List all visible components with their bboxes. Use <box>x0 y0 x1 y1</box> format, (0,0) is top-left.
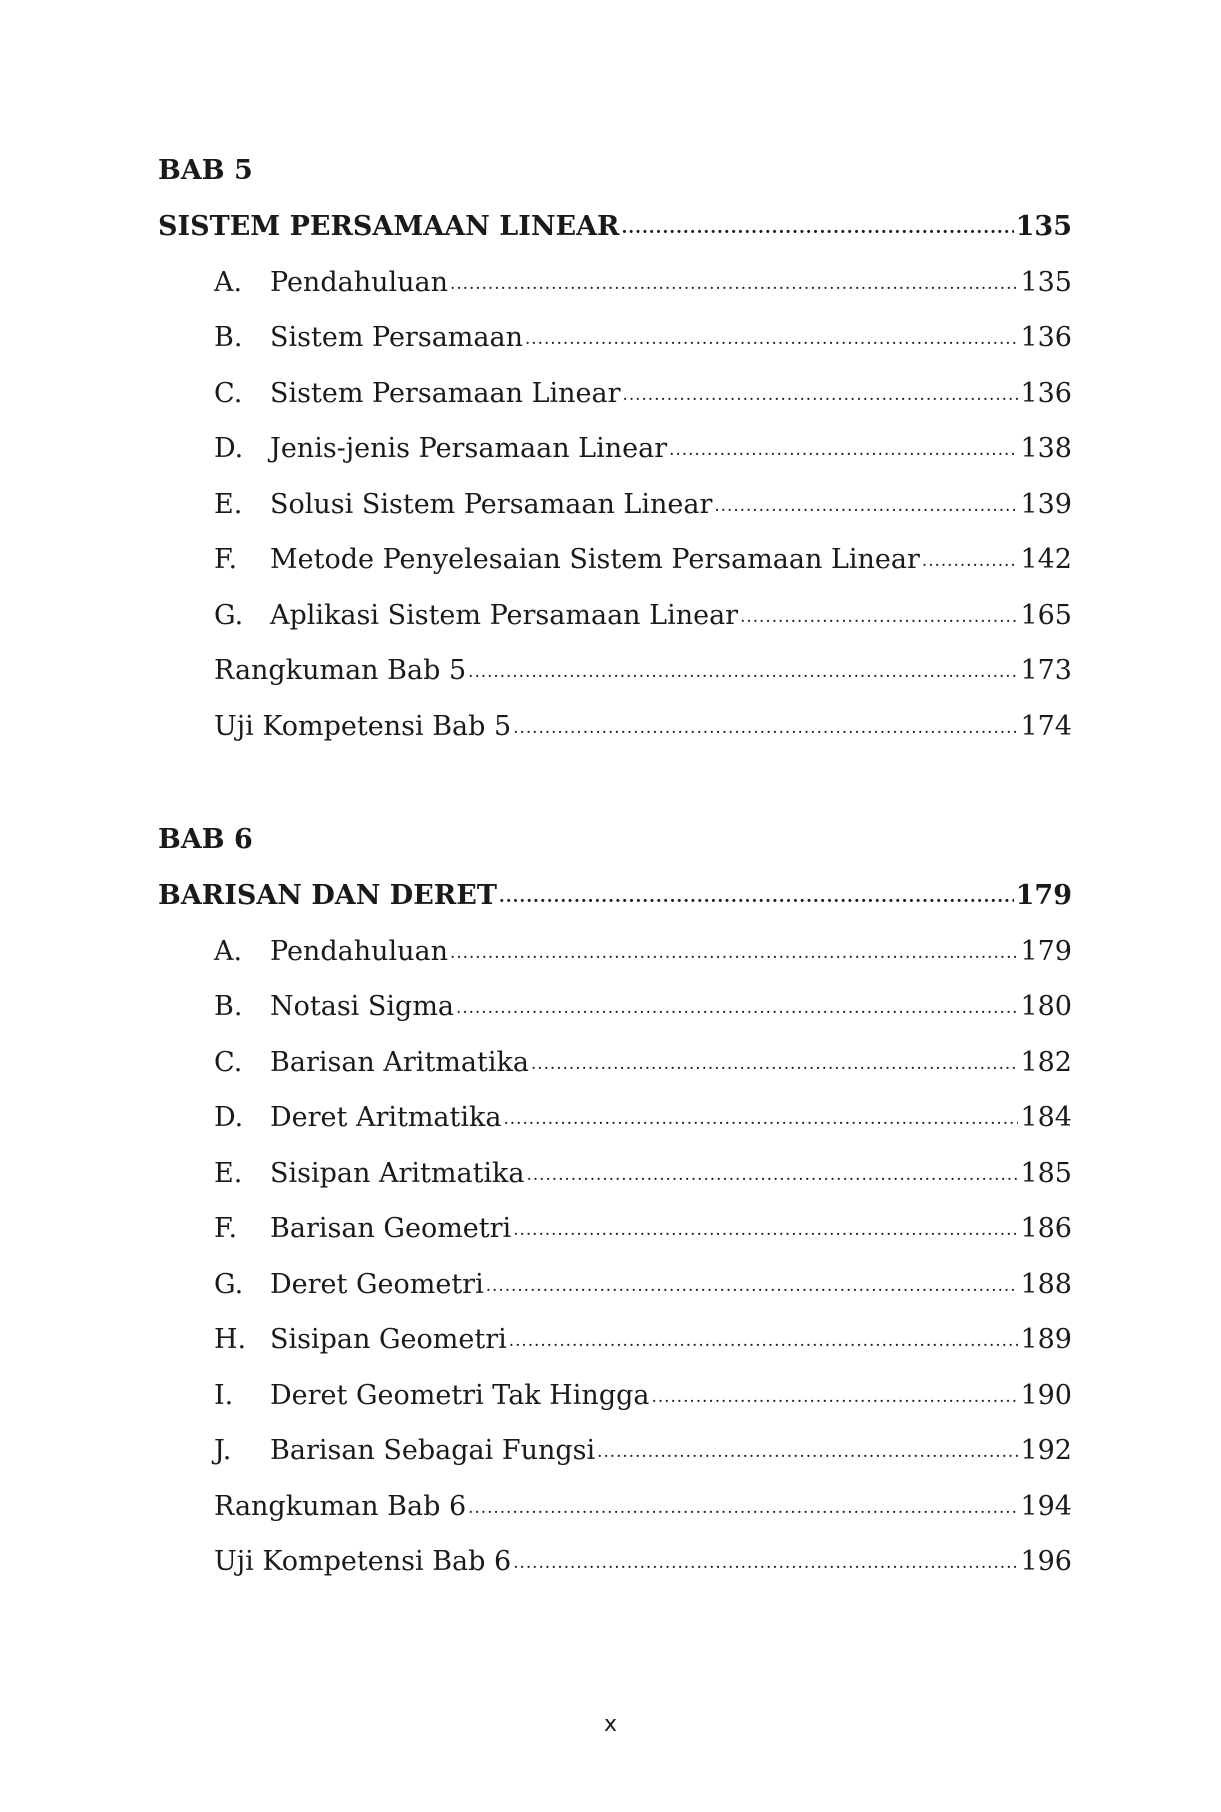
toc-summary-entry[interactable] <box>158 1479 1072 1535</box>
dot-leader <box>525 319 1018 346</box>
dot-leader <box>740 597 1018 624</box>
chapter-label: BAB 6 <box>158 824 253 855</box>
dot-leader <box>621 208 1013 235</box>
entry-letter: C. <box>214 377 243 409</box>
entry-text: Deret Aritmatika <box>270 1102 502 1133</box>
entry-letter: A. <box>214 266 243 298</box>
entry-letter: D. <box>214 1102 244 1133</box>
chapter-title: SISTEM PERSAMAAN LINEAR <box>158 211 620 242</box>
page-number: 196 <box>1020 1546 1072 1577</box>
dot-leader <box>597 1432 1018 1459</box>
page-number: 188 <box>1020 1268 1072 1300</box>
chapter-section <box>158 143 1072 754</box>
page-number: 179 <box>1015 880 1072 911</box>
dot-leader <box>468 1488 1018 1515</box>
page-number: 189 <box>1020 1324 1072 1355</box>
entry-text: Pendahuluan <box>270 935 448 967</box>
dot-leader <box>456 988 1018 1015</box>
entry-letter: F. <box>214 544 238 575</box>
chapter-title-row[interactable] <box>158 199 1072 255</box>
entry-text: Sisipan Geometri <box>270 1324 507 1355</box>
toc-entry[interactable] <box>158 979 1072 1035</box>
toc-entry[interactable] <box>158 588 1072 644</box>
page-number: 179 <box>1020 935 1072 967</box>
entry-text: Rangkuman Bab 5 <box>214 655 467 686</box>
dot-leader <box>922 541 1019 568</box>
toc-entry[interactable] <box>158 1035 1072 1091</box>
toc-competency-entry[interactable] <box>158 1534 1072 1590</box>
page-number: 139 <box>1020 488 1072 520</box>
entry-text: Pendahuluan <box>270 266 448 298</box>
entry-text: Aplikasi Sistem Persamaan Linear <box>270 599 739 631</box>
page-number: 138 <box>1020 433 1072 464</box>
dot-leader <box>486 1266 1019 1293</box>
dot-leader <box>652 1377 1019 1404</box>
page-number: 136 <box>1020 322 1072 353</box>
page-number: 192 <box>1020 1435 1072 1466</box>
dot-leader <box>513 1543 1018 1570</box>
toc-entry[interactable] <box>158 477 1072 533</box>
toc-entry[interactable] <box>158 1257 1072 1313</box>
page-number: 184 <box>1020 1102 1072 1133</box>
chapter-title-row[interactable] <box>158 868 1072 924</box>
dot-leader <box>531 1044 1019 1071</box>
dot-leader <box>468 652 1018 679</box>
entry-text: Barisan Geometri <box>270 1213 512 1244</box>
entry-letter: G. <box>214 1268 244 1300</box>
entry-letter: J. <box>214 1435 232 1466</box>
chapter-title: BARISAN DAN DERET <box>158 880 497 911</box>
toc-entry[interactable] <box>158 366 1072 422</box>
entry-text: Deret Geometri Tak Hingga <box>270 1379 650 1411</box>
toc-competency-entry[interactable] <box>158 699 1072 755</box>
toc-entry[interactable] <box>158 1423 1072 1479</box>
dot-leader <box>513 1210 1018 1237</box>
page-number: 180 <box>1020 991 1072 1022</box>
entry-text: Barisan Sebagai Fungsi <box>270 1435 596 1466</box>
toc-entry[interactable] <box>158 1312 1072 1368</box>
toc-entry[interactable] <box>158 532 1072 588</box>
dot-leader <box>509 1321 1019 1348</box>
chapter-label: BAB 5 <box>158 155 253 186</box>
entry-text: Rangkuman Bab 6 <box>214 1490 467 1522</box>
dot-leader <box>450 933 1018 960</box>
entry-letter: D. <box>214 433 244 464</box>
page-number: 136 <box>1020 377 1072 409</box>
entry-text: Uji Kompetensi Bab 5 <box>214 710 512 742</box>
page-number: 142 <box>1020 544 1072 575</box>
toc-entry[interactable] <box>158 255 1072 311</box>
page-footer-number: x <box>603 1712 618 1737</box>
toc-entry[interactable] <box>158 1090 1072 1146</box>
entry-text: Solusi Sistem Persamaan Linear <box>270 488 713 520</box>
dot-leader <box>669 430 1018 457</box>
entry-text: Sisipan Aritmatika <box>270 1157 525 1189</box>
page-number: 174 <box>1020 710 1072 742</box>
page-number: 135 <box>1020 266 1072 298</box>
entry-text: Metode Penyelesaian Sistem Persamaan Linear <box>270 544 920 575</box>
page-number: 194 <box>1020 1490 1072 1522</box>
page-number: 165 <box>1020 599 1072 631</box>
page-number: 135 <box>1015 211 1072 242</box>
toc-entry[interactable] <box>158 310 1072 366</box>
entry-letter: H. <box>214 1324 247 1355</box>
dot-leader <box>714 486 1018 513</box>
entry-letter: E. <box>214 488 243 520</box>
entry-text: Jenis-jenis Persamaan Linear <box>270 433 668 464</box>
page-number: 186 <box>1020 1213 1072 1244</box>
entry-letter: A. <box>214 935 243 967</box>
entry-text: Uji Kompetensi Bab 6 <box>214 1546 512 1577</box>
dot-leader <box>503 1099 1018 1126</box>
chapter-section <box>158 812 1072 1590</box>
toc-entry[interactable] <box>158 421 1072 477</box>
entry-letter: B. <box>214 322 243 353</box>
entry-letter: G. <box>214 599 244 631</box>
entry-text: Notasi Sigma <box>270 991 455 1022</box>
toc-entry[interactable] <box>158 1146 1072 1202</box>
entry-text: Barisan Aritmatika <box>270 1046 529 1078</box>
page-number: 173 <box>1020 655 1072 686</box>
toc-entry[interactable] <box>158 1368 1072 1424</box>
toc-summary-entry[interactable] <box>158 643 1072 699</box>
toc-entry[interactable] <box>158 1201 1072 1257</box>
entry-text: Deret Geometri <box>270 1268 484 1300</box>
entry-letter: C. <box>214 1046 243 1078</box>
page-number: 185 <box>1020 1157 1072 1189</box>
entry-letter: F. <box>214 1213 238 1244</box>
dot-leader <box>499 877 1014 904</box>
entry-text: Sistem Persamaan <box>270 322 523 353</box>
dot-leader <box>450 264 1018 291</box>
toc-entry[interactable] <box>158 924 1072 980</box>
entry-letter: I. <box>214 1379 234 1411</box>
entry-letter: E. <box>214 1157 243 1189</box>
entry-letter: B. <box>214 991 243 1022</box>
entry-text: Sistem Persamaan Linear <box>270 377 621 409</box>
page-number: 182 <box>1020 1046 1072 1078</box>
dot-leader <box>623 375 1019 402</box>
dot-leader <box>527 1155 1019 1182</box>
page-number: 190 <box>1020 1379 1072 1411</box>
dot-leader <box>513 708 1018 735</box>
